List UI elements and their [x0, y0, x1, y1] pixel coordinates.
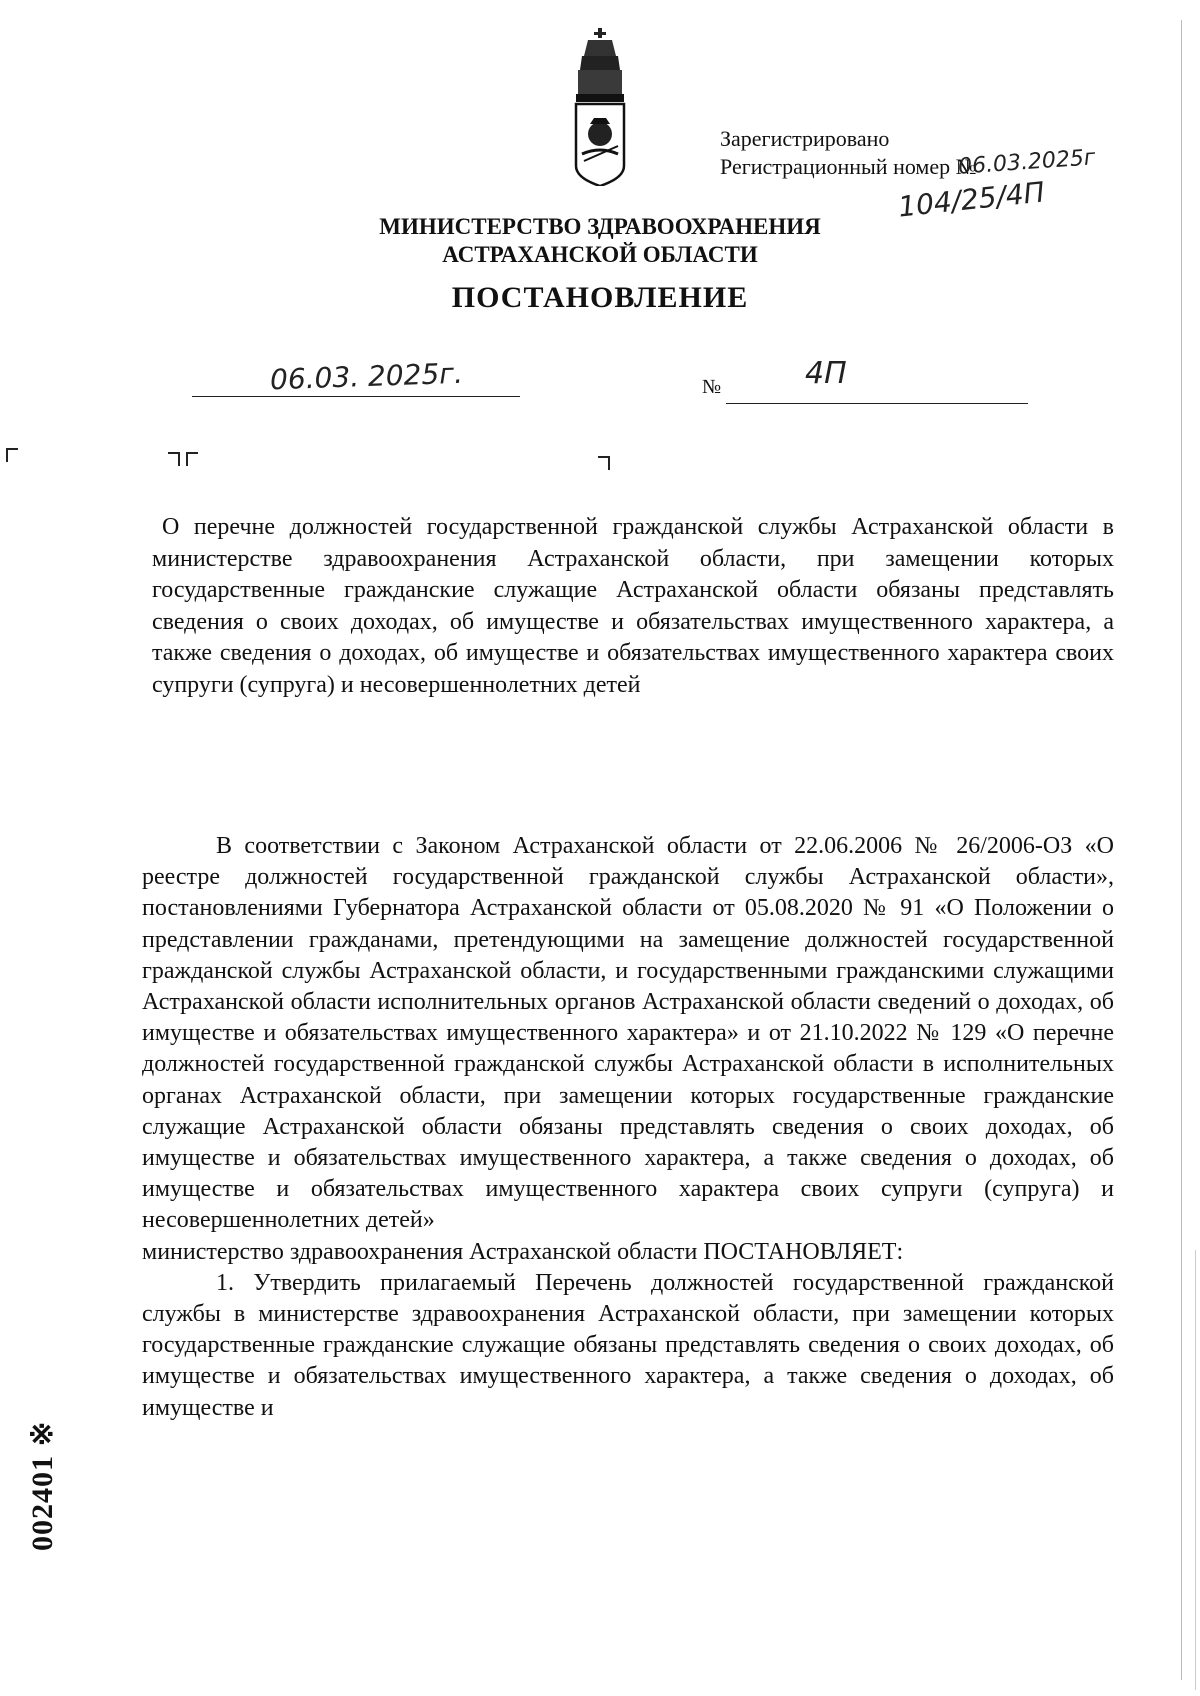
registration-label: Зарегистрировано [720, 126, 890, 151]
corner-mark [6, 448, 18, 462]
number-sign: № [702, 376, 722, 398]
side-serial-number: 002401 ※ [26, 1420, 59, 1551]
ministry-name [330, 213, 870, 269]
document-type: ПОСТАНОВЛЕНИЕ [451, 281, 749, 314]
document-body [142, 831, 1114, 1424]
preamble-paragraph: В соответствии с Законом Астраханской области от 22.06.2006 № 26/2006-ОЗ «О реестре должностей государственной гражданской службы Астраханской области», постановлениями Губернатора Астраханской области от 05.08.2020 № 91 «О Положении о представлении гражданами, претендующими на замещение должностей государственной гражданской службы Астраханской области, и государственными гражданскими служащими Астраханской области исполнительных органов Астраханской области сведений о доходах, об имуществе и обязательствах имущественного характера» и от 21.10.2022 № 129 «О перечне должностей государственной гражданской службы Астраханской области в исполнительных органах Астраханской области, при замещении которых государственные гражданские служащие Астраханской области обязаны представлять сведения о своих доходах, об имуществе и обязательствах имущественного характера, а также сведения о доходах, об имуществе и обязательствах имущественного характера своих супруги (супруга) и несовершеннолетних детей» [142, 833, 1114, 1234]
registration-date: 06.03.2025г [957, 145, 1097, 180]
subject-text: О перечне должностей государственной гражданской службы Астраханской области в министерстве здравоохранения Астраханской области, при замещении которых государственные гражданские служащие Астраханской области обязаны представлять сведения о своих доходах, об имуществе и обязательствах имущественного характера, а также сведения о доходах, об имуществе и обязательствах имущественного характера своих супруги (супруга) и несовершеннолетних детей [152, 514, 1114, 698]
document-date: 06.03. 2025г. [269, 356, 464, 397]
corner-mark [186, 452, 198, 466]
registration-number: 104/25/4П [896, 175, 1047, 224]
item-1-paragraph: 1. Утвердить прилагаемый Перечень должностей государственной гражданской службы в министерстве здравоохранения Астраханской области, при замещении которых государственные гражданские служащие обязаны представлять сведения о своих доходах, об имуществе и обязательствах имущественного характера, а также сведения о доходах, об имуществе и [142, 1269, 1114, 1421]
corner-mark [168, 452, 180, 466]
ministry-line-2: АСТРАХАНСКОЙ ОБЛАСТИ [442, 242, 758, 267]
scan-edge-artifact [1195, 1250, 1198, 1690]
registration-number-label: Регистрационный номер № [720, 154, 977, 179]
number-field-line [726, 358, 1028, 404]
coat-of-arms-icon [570, 26, 630, 186]
registration-block [720, 125, 977, 181]
scan-edge-artifact [1181, 20, 1186, 1680]
corner-mark [598, 456, 610, 470]
decree-line: министерство здравоохранения Астраханской области ПОСТАНОВЛЯЕТ: [142, 1238, 904, 1265]
document-subject [152, 512, 1114, 701]
document-number: 4П [805, 356, 847, 391]
ministry-line-1: МИНИСТЕРСТВО ЗДРАВООХРАНЕНИЯ [379, 214, 821, 239]
